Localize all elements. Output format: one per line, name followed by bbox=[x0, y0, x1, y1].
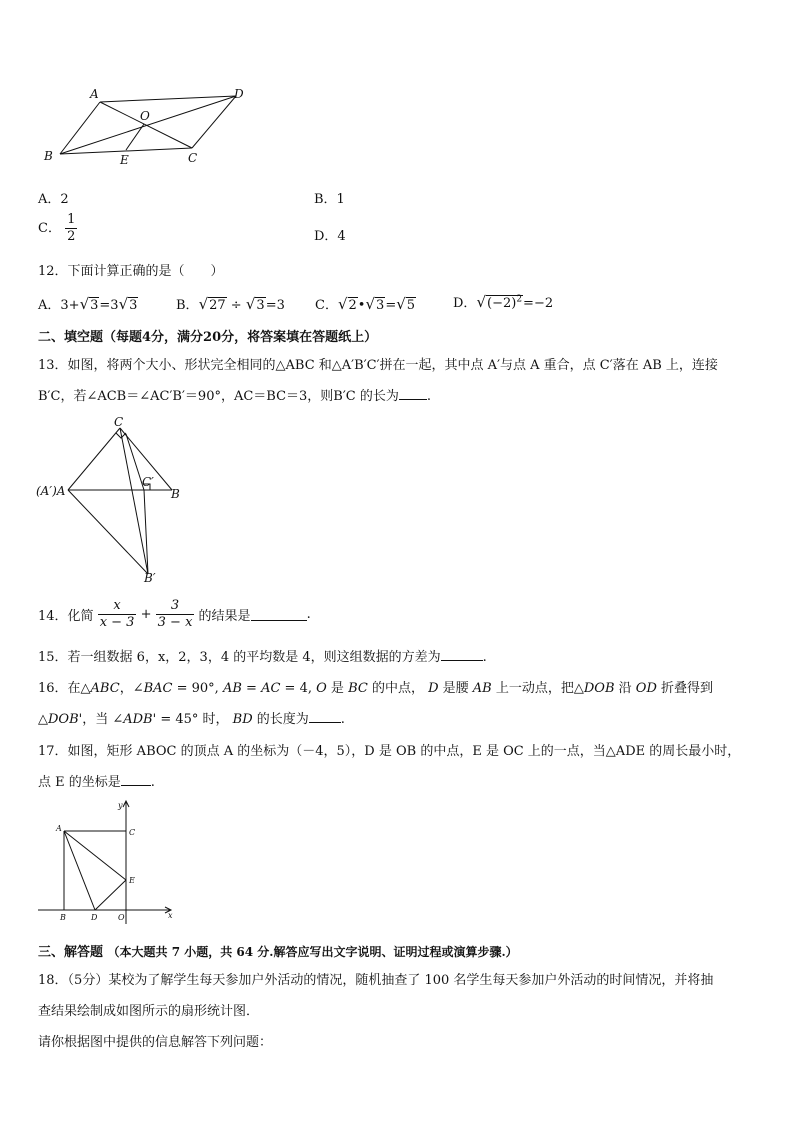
q17-line-2 bbox=[38, 771, 155, 790]
answer-blank bbox=[441, 648, 483, 661]
fraction-numerator: x bbox=[98, 598, 137, 615]
q16-text: ，当 ∠ bbox=[82, 712, 124, 727]
q11-option-d: D．4 bbox=[314, 229, 346, 244]
q12-c-radicand-2: 3 bbox=[376, 298, 385, 313]
label-b: B bbox=[44, 149, 53, 163]
label-c-prime: C′ bbox=[142, 475, 154, 489]
label-e: E bbox=[129, 876, 135, 885]
label-a: A bbox=[90, 87, 99, 101]
q16-math: D bbox=[428, 681, 439, 696]
q12-c-radicand-3: 5 bbox=[406, 298, 416, 313]
q12-c-equals: = bbox=[385, 298, 397, 313]
fraction-denominator: 3 − x bbox=[157, 615, 193, 630]
q14-line bbox=[38, 598, 311, 631]
q12-b-radicand: 27 bbox=[209, 298, 226, 313]
q14-fraction-2 bbox=[156, 598, 195, 631]
q11-parallelogram-figure bbox=[40, 84, 260, 174]
label-c: C bbox=[114, 415, 124, 429]
q12-option-c bbox=[315, 294, 416, 313]
fraction-numerator: 1 bbox=[67, 212, 76, 227]
q12-option-d bbox=[453, 292, 553, 311]
q16-text: 是腰 bbox=[438, 681, 473, 696]
sqrt-sign-icon: √ bbox=[365, 295, 376, 313]
q12-d-inner: (−2) bbox=[487, 296, 517, 311]
section-3-title: 三、解答题 bbox=[38, 945, 108, 960]
q18-line-3: 请你根据图中提供的信息解答下列问题： bbox=[38, 1035, 273, 1050]
q12-c-label: C． bbox=[315, 298, 338, 313]
answer-blank bbox=[399, 387, 427, 400]
q12-a-mid: =3 bbox=[99, 298, 119, 313]
q11-option-b: B．1 bbox=[314, 192, 345, 207]
q12-option-a bbox=[38, 294, 138, 313]
q13-line-1: 13．如图，将两个大小、形状完全相同的△ABC 和△A′B′C′拼在一起，其中点 A′与点 A 重合，点 C′落在 AB 上，连接 bbox=[38, 358, 718, 373]
q16-math: AB bbox=[222, 681, 242, 696]
q12-a-pre: 3+ bbox=[60, 298, 80, 313]
q11-option-c-fraction bbox=[65, 212, 77, 245]
q12-a-radicand: 3 bbox=[90, 298, 99, 313]
q16-text: ，∠ bbox=[119, 681, 144, 696]
q12-option-b bbox=[176, 294, 285, 313]
sqrt-sign-icon: √ bbox=[476, 293, 486, 311]
label-b: B bbox=[60, 913, 66, 922]
q12-d-label: D． bbox=[453, 296, 477, 311]
segment-de bbox=[95, 880, 126, 910]
q12-b-label: B． bbox=[176, 298, 199, 313]
label-b: B bbox=[171, 487, 180, 501]
label-d: D bbox=[91, 913, 98, 922]
rectangle-aboc bbox=[64, 831, 126, 910]
q17-line-2-text: 点 E 的坐标是 bbox=[38, 775, 121, 790]
q12-c-radicand: 2 bbox=[348, 298, 357, 313]
label-o: O bbox=[140, 109, 150, 123]
q15-end: . bbox=[482, 650, 487, 665]
q12-d-exponent: 2 bbox=[516, 294, 523, 305]
q16-text: 的中点， bbox=[367, 681, 429, 696]
q13-triangle-figure bbox=[36, 414, 196, 586]
q13-line-2 bbox=[38, 385, 431, 404]
q16-math: BC bbox=[348, 681, 368, 696]
q14-fraction-1 bbox=[98, 598, 137, 631]
q16-line-2 bbox=[38, 708, 345, 727]
label-c: C bbox=[129, 828, 136, 837]
q16-text: 折叠得到 bbox=[656, 681, 714, 696]
q16-text: 上一动点，把△ bbox=[491, 681, 584, 696]
q17-coordinate-figure bbox=[34, 798, 184, 924]
answer-blank bbox=[121, 773, 151, 786]
q13-line-2-text: B′C，若∠ACB＝∠AC′B′＝90°，AC＝BC＝3，则B′C 的长为 bbox=[38, 389, 399, 404]
segment-ca bbox=[68, 428, 120, 490]
fraction-denominator: x − 3 bbox=[99, 615, 135, 630]
q12-b-result: =3 bbox=[265, 298, 285, 313]
q16-math: AB bbox=[472, 681, 492, 696]
fraction-denominator: 2 bbox=[67, 229, 76, 244]
q12-b-operator: ÷ bbox=[226, 298, 246, 313]
label-o: O bbox=[118, 913, 125, 922]
label-b-prime: B′ bbox=[144, 571, 156, 585]
q14-end: . bbox=[306, 607, 311, 622]
q12-b-radicand-2: 3 bbox=[256, 298, 265, 313]
sqrt-sign-icon: √ bbox=[396, 295, 406, 313]
q16-text: 16．在△ bbox=[38, 681, 91, 696]
answer-blank bbox=[251, 608, 307, 621]
q16-math: BD bbox=[232, 712, 253, 727]
q16-text: △ bbox=[38, 712, 48, 727]
q16-text: = 4, bbox=[280, 681, 317, 696]
q15-line bbox=[38, 646, 487, 665]
q16-math: BAC bbox=[143, 681, 173, 696]
q12-stem: 12．下面计算正确的是（ ） bbox=[38, 264, 224, 279]
q16-math: DOB bbox=[583, 681, 615, 696]
sqrt-sign-icon: √ bbox=[245, 295, 256, 313]
fraction-numerator: 3 bbox=[156, 598, 195, 615]
q18-line-2: 查结果绘制成如图所示的扇形统计图． bbox=[38, 1004, 260, 1019]
q12-d-radicand bbox=[486, 295, 523, 311]
q16-text: 沿 bbox=[614, 681, 636, 696]
answer-blank bbox=[309, 710, 341, 723]
segment-oe bbox=[126, 124, 144, 150]
label-e: E bbox=[120, 153, 129, 167]
sqrt-sign-icon: √ bbox=[118, 295, 129, 313]
side-dc bbox=[192, 96, 236, 148]
q17-end: . bbox=[150, 775, 155, 790]
q18-line-1: 18．（5分）某校为了解学生每天参加户外活动的情况，随机抽查了 100 名学生每天参加户外活动的时间情况，并将抽 bbox=[38, 973, 714, 988]
q12-a-radicand-2: 3 bbox=[129, 298, 138, 313]
q15-text: 15．若一组数据 6，x，2，3，4 的平均数是 4，则这组数据的方差为 bbox=[38, 650, 441, 665]
q17-line-1: 17．如图，矩形 ABOC 的顶点 A 的坐标为（－4，5），D 是 OB 的中点，E 是 OC 上的一点，当△ADE 的周长最小时， bbox=[38, 744, 741, 759]
q14-plus: + bbox=[140, 607, 152, 622]
q16-end: . bbox=[340, 712, 345, 727]
q11-option-c-label: C． bbox=[38, 221, 61, 236]
q16-text: = bbox=[241, 681, 262, 696]
section-2-heading: 二、填空题（每题4分，满分20分，将答案填在答题纸上） bbox=[38, 330, 378, 345]
q16-text: 的长度为 bbox=[252, 712, 309, 727]
q16-math: O bbox=[316, 681, 327, 696]
label-a: A bbox=[56, 824, 62, 833]
q16-math: ADB' bbox=[123, 712, 157, 727]
label-x: x bbox=[168, 911, 173, 920]
section-3-note: （本大题共 7 小题，共 64 分.解答应写出文字说明、证明过程或演算步骤.） bbox=[107, 945, 518, 959]
q16-text: = 90°, bbox=[172, 681, 223, 696]
q16-math: OD bbox=[635, 681, 657, 696]
label-y: y bbox=[118, 801, 123, 810]
q14-prefix: 14．化简 bbox=[38, 609, 94, 624]
q16-math: AC bbox=[261, 681, 281, 696]
segment-cb-prime bbox=[120, 428, 148, 574]
q16-math: ABC bbox=[90, 681, 120, 696]
label-a: (A′)A bbox=[36, 484, 66, 498]
label-c: C bbox=[188, 151, 198, 165]
q16-math: DOB' bbox=[48, 712, 83, 727]
q14-suffix: 的结果是 bbox=[198, 609, 251, 624]
section-3-heading bbox=[38, 941, 518, 960]
sqrt-sign-icon: √ bbox=[198, 295, 209, 313]
sqrt-sign-icon: √ bbox=[337, 295, 348, 313]
q16-line-1 bbox=[38, 677, 713, 696]
q16-text: = 45° 时， bbox=[156, 712, 233, 727]
side-ab bbox=[60, 102, 100, 154]
q11-option-c bbox=[38, 212, 77, 245]
q13-line-2-end: . bbox=[426, 389, 432, 404]
diagonal-bd bbox=[60, 96, 236, 154]
q11-option-a: A．2 bbox=[38, 192, 69, 207]
sqrt-sign-icon: √ bbox=[79, 295, 90, 313]
q12-d-result: =−2 bbox=[523, 296, 554, 311]
q16-text: 是 bbox=[326, 681, 349, 696]
q12-a-label: A． bbox=[38, 298, 61, 313]
q12-c-operator: • bbox=[357, 298, 366, 313]
segment-ab-prime bbox=[68, 490, 148, 574]
label-d: D bbox=[234, 87, 244, 101]
side-ad bbox=[100, 96, 236, 102]
